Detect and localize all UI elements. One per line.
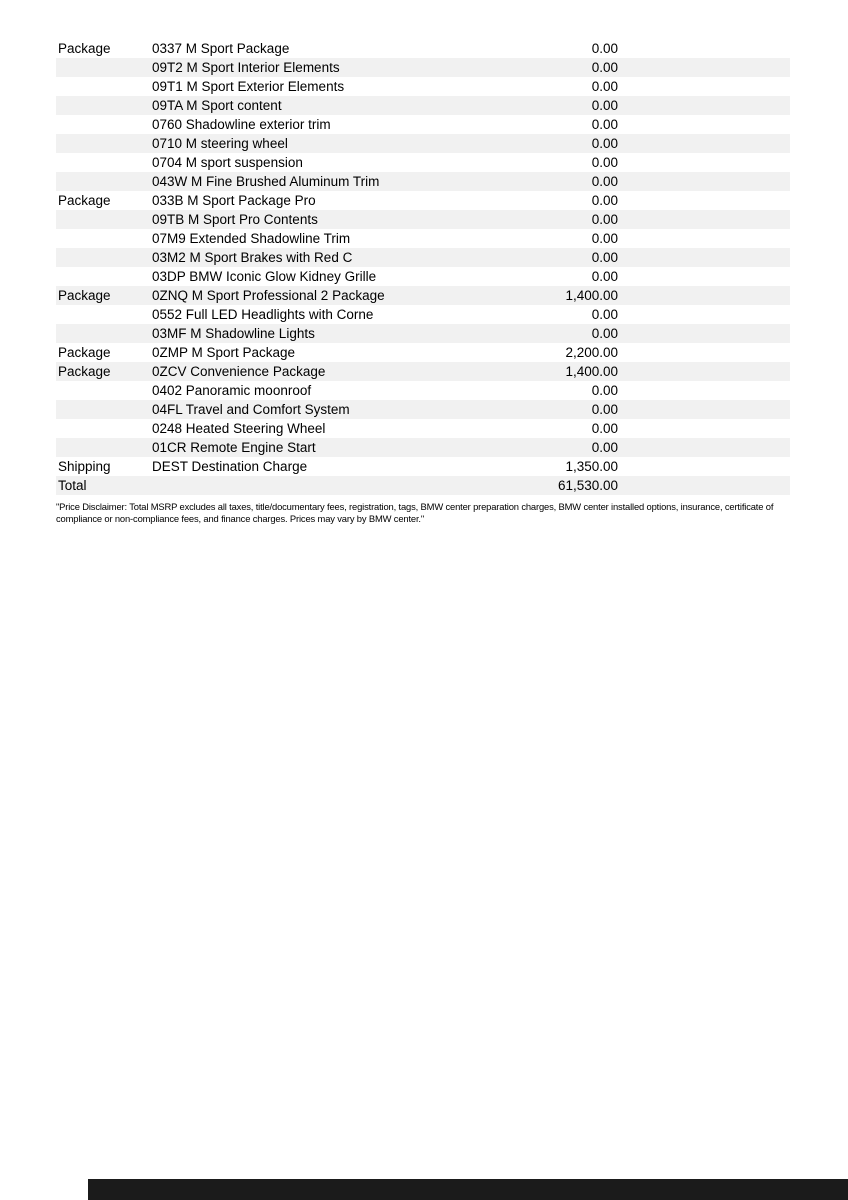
pricing-table-container bbox=[56, 39, 790, 495]
filler-cell bbox=[620, 39, 790, 58]
category-cell bbox=[56, 400, 150, 419]
pricing-table bbox=[56, 39, 790, 495]
category-cell bbox=[56, 153, 150, 172]
table-row bbox=[56, 400, 790, 419]
filler-cell bbox=[620, 115, 790, 134]
filler-cell bbox=[620, 210, 790, 229]
price-cell: 0.00 bbox=[591, 136, 618, 151]
category-cell: Total bbox=[58, 478, 87, 493]
description-cell: 0552 Full LED Headlights with Corne bbox=[152, 307, 374, 322]
category-cell bbox=[56, 229, 150, 248]
description-cell: 01CR Remote Engine Start bbox=[152, 440, 316, 455]
price-cell: 2,200.00 bbox=[565, 345, 618, 360]
description-cell: 09T2 M Sport Interior Elements bbox=[152, 60, 340, 75]
description-cell: 03DP BMW Iconic Glow Kidney Grille bbox=[152, 269, 377, 284]
price-cell: 61,530.00 bbox=[557, 478, 618, 493]
table-row bbox=[56, 286, 790, 305]
filler-cell bbox=[620, 457, 790, 476]
category-cell: Shipping bbox=[58, 459, 111, 474]
table-row bbox=[56, 115, 790, 134]
table-row bbox=[56, 305, 790, 324]
table-row bbox=[56, 362, 790, 381]
price-cell: 1,400.00 bbox=[565, 288, 618, 303]
table-row bbox=[56, 267, 790, 286]
filler-cell bbox=[620, 286, 790, 305]
description-cell: 03MF M Shadowline Lights bbox=[152, 326, 315, 341]
category-cell bbox=[56, 438, 150, 457]
footer-bar bbox=[88, 1179, 848, 1200]
price-cell: 0.00 bbox=[591, 193, 618, 208]
category-cell: Package bbox=[58, 41, 111, 56]
description-cell: 03M2 M Sport Brakes with Red C bbox=[152, 250, 353, 265]
pricing-table-body bbox=[56, 39, 790, 495]
table-row bbox=[56, 419, 790, 438]
table-row bbox=[56, 229, 790, 248]
table-row bbox=[56, 381, 790, 400]
filler-cell bbox=[620, 343, 790, 362]
filler-cell bbox=[620, 134, 790, 153]
category-cell: Package bbox=[58, 193, 111, 208]
description-cell bbox=[150, 476, 516, 495]
filler-cell bbox=[620, 172, 790, 191]
category-cell bbox=[56, 96, 150, 115]
category-cell bbox=[56, 381, 150, 400]
table-row bbox=[56, 96, 790, 115]
description-cell: 0337 M Sport Package bbox=[152, 41, 290, 56]
description-cell: 0ZCV Convenience Package bbox=[152, 364, 326, 379]
category-cell bbox=[56, 210, 150, 229]
price-cell: 1,400.00 bbox=[565, 364, 618, 379]
table-row bbox=[56, 343, 790, 362]
price-cell: 0.00 bbox=[591, 307, 618, 322]
category-cell bbox=[56, 172, 150, 191]
description-cell: 07M9 Extended Shadowline Trim bbox=[152, 231, 351, 246]
table-row bbox=[56, 438, 790, 457]
description-cell: 0704 M sport suspension bbox=[152, 155, 303, 170]
filler-cell bbox=[620, 96, 790, 115]
description-cell: 0760 Shadowline exterior trim bbox=[152, 117, 331, 132]
category-cell bbox=[56, 134, 150, 153]
description-cell: 09T1 M Sport Exterior Elements bbox=[152, 79, 345, 94]
description-cell: 0710 M steering wheel bbox=[152, 136, 288, 151]
price-cell: 0.00 bbox=[591, 231, 618, 246]
category-cell bbox=[56, 115, 150, 134]
description-cell: 043W M Fine Brushed Aluminum Trim bbox=[152, 174, 380, 189]
description-cell: 09TB M Sport Pro Contents bbox=[152, 212, 318, 227]
category-cell bbox=[56, 419, 150, 438]
table-row bbox=[56, 191, 790, 210]
filler-cell bbox=[620, 324, 790, 343]
price-cell: 0.00 bbox=[591, 250, 618, 265]
table-row bbox=[56, 172, 790, 191]
description-cell: 0402 Panoramic moonroof bbox=[152, 383, 312, 398]
description-cell: DEST Destination Charge bbox=[152, 459, 308, 474]
price-cell: 0.00 bbox=[591, 440, 618, 455]
table-row bbox=[56, 39, 790, 58]
filler-cell bbox=[620, 381, 790, 400]
filler-cell bbox=[620, 77, 790, 96]
table-row bbox=[56, 210, 790, 229]
price-cell: 1,350.00 bbox=[565, 459, 618, 474]
filler-cell bbox=[620, 267, 790, 286]
filler-cell bbox=[620, 191, 790, 210]
table-row bbox=[56, 134, 790, 153]
category-cell bbox=[56, 58, 150, 77]
price-cell: 0.00 bbox=[591, 212, 618, 227]
price-cell: 0.00 bbox=[591, 383, 618, 398]
price-cell: 0.00 bbox=[591, 41, 618, 56]
price-cell: 0.00 bbox=[591, 402, 618, 417]
price-cell: 0.00 bbox=[591, 174, 618, 189]
filler-cell bbox=[620, 419, 790, 438]
description-cell: 09TA M Sport content bbox=[152, 98, 282, 113]
table-row bbox=[56, 476, 790, 495]
filler-cell bbox=[620, 248, 790, 267]
table-row bbox=[56, 324, 790, 343]
filler-cell bbox=[620, 362, 790, 381]
filler-cell bbox=[620, 229, 790, 248]
filler-cell bbox=[620, 58, 790, 77]
table-row bbox=[56, 457, 790, 476]
table-row bbox=[56, 248, 790, 267]
table-row bbox=[56, 77, 790, 96]
filler-cell bbox=[620, 476, 790, 495]
filler-cell bbox=[620, 153, 790, 172]
category-cell bbox=[56, 305, 150, 324]
category-cell bbox=[56, 267, 150, 286]
price-disclaimer: "Price Disclaimer: Total MSRP excludes all taxes, title/documentary fees, registration, tags, BMW center preparation charges, BMW center installed options, insurance, certificate of compliance or non-compliance fees, and finance charges. Prices may vary by BMW center." bbox=[56, 501, 774, 524]
price-cell: 0.00 bbox=[591, 421, 618, 436]
price-cell: 0.00 bbox=[591, 326, 618, 341]
description-cell: 0ZMP M Sport Package bbox=[152, 345, 296, 360]
description-cell: 04FL Travel and Comfort System bbox=[152, 402, 350, 417]
price-cell: 0.00 bbox=[591, 60, 618, 75]
filler-cell bbox=[620, 305, 790, 324]
description-cell: 0ZNQ M Sport Professional 2 Package bbox=[152, 288, 385, 303]
category-cell: Package bbox=[58, 364, 111, 379]
price-cell: 0.00 bbox=[591, 98, 618, 113]
category-cell: Package bbox=[58, 288, 111, 303]
price-cell: 0.00 bbox=[591, 269, 618, 284]
filler-cell bbox=[620, 438, 790, 457]
category-cell bbox=[56, 248, 150, 267]
table-row bbox=[56, 153, 790, 172]
category-cell bbox=[56, 324, 150, 343]
category-cell bbox=[56, 77, 150, 96]
description-cell: 0248 Heated Steering Wheel bbox=[152, 421, 326, 436]
category-cell: Package bbox=[58, 345, 111, 360]
price-cell: 0.00 bbox=[591, 79, 618, 94]
table-row bbox=[56, 58, 790, 77]
price-cell: 0.00 bbox=[591, 155, 618, 170]
filler-cell bbox=[620, 400, 790, 419]
description-cell: 033B M Sport Package Pro bbox=[152, 193, 316, 208]
price-cell: 0.00 bbox=[591, 117, 618, 132]
